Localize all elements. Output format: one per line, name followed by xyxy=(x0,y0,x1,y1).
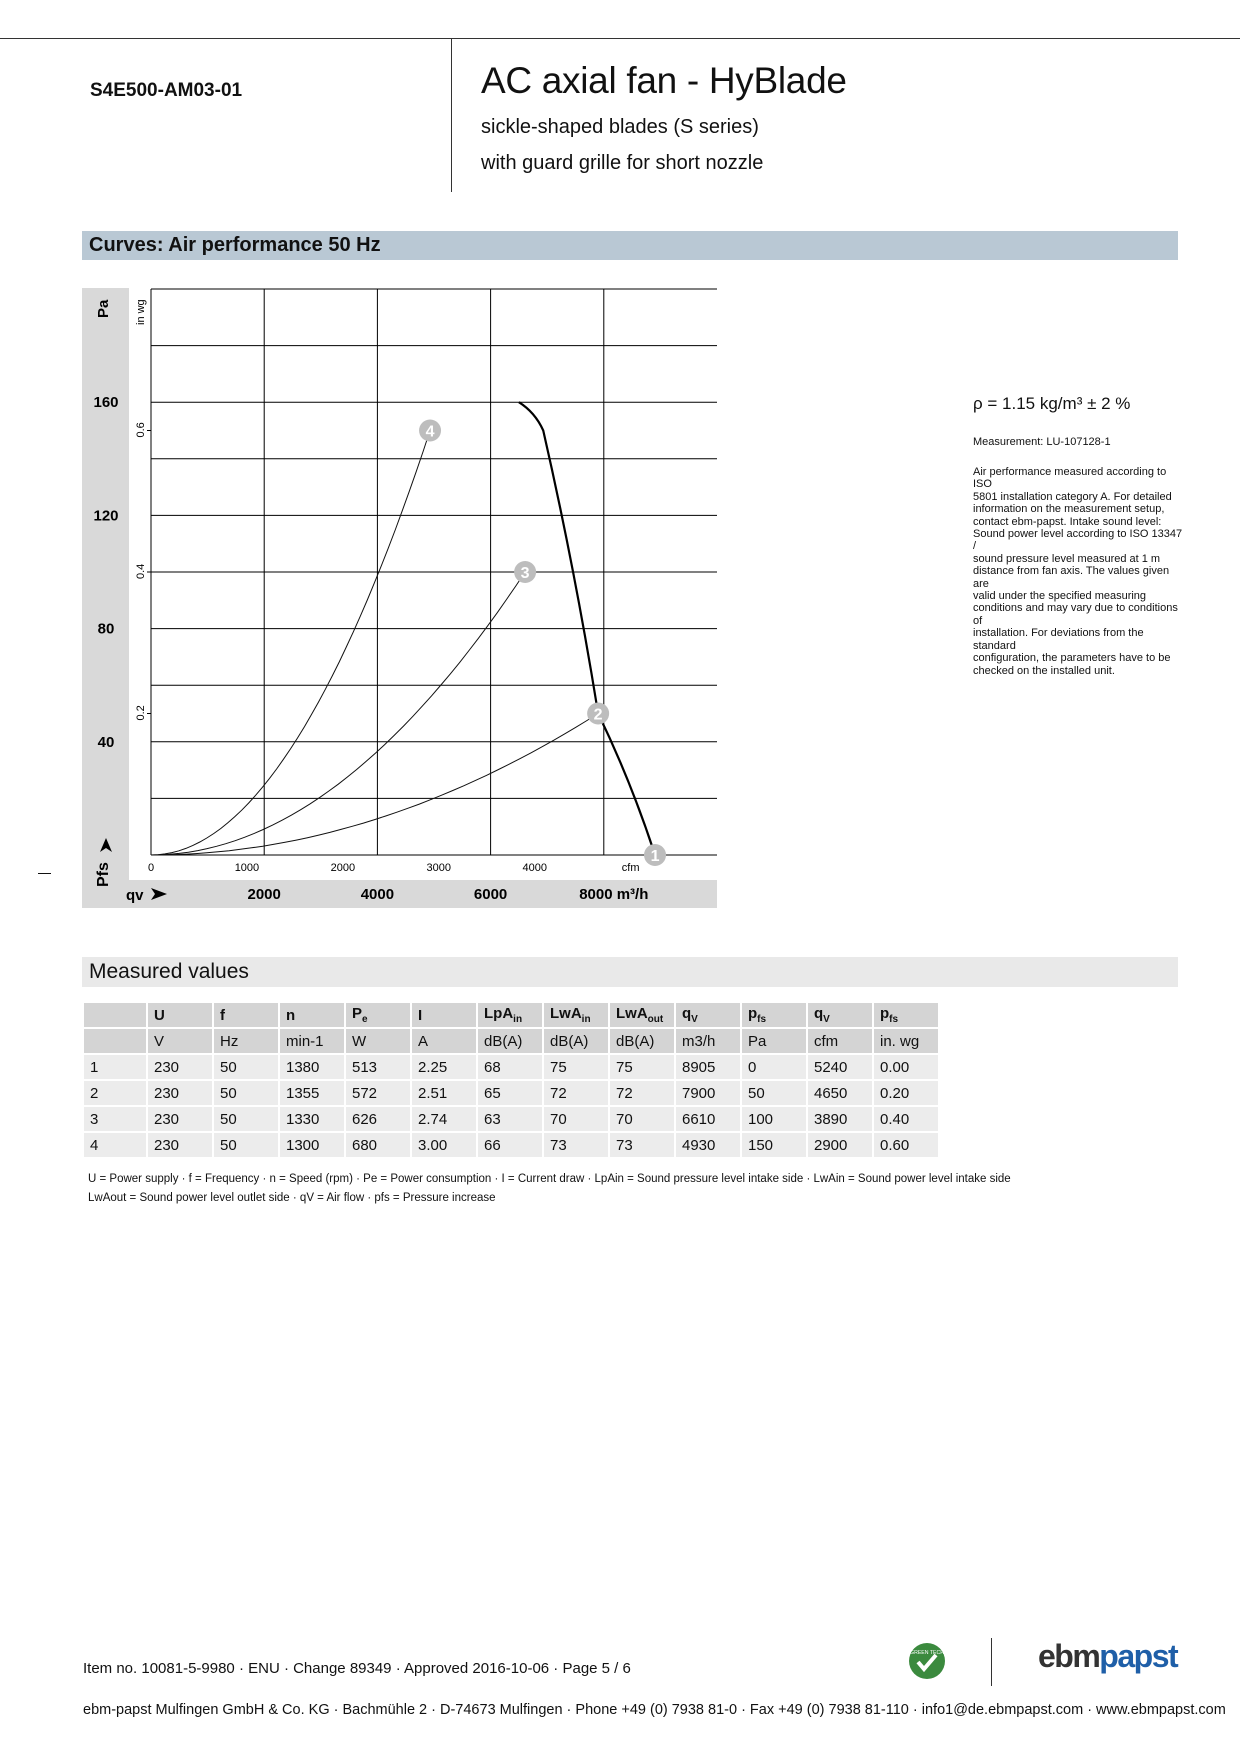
header-subscript: V xyxy=(691,1014,698,1025)
header-cell xyxy=(808,1003,872,1027)
table-cell: 72 xyxy=(610,1081,674,1105)
table-cell: 626 xyxy=(346,1107,410,1131)
unit-cell: dB(A) xyxy=(478,1029,542,1053)
operating-point-label: 4 xyxy=(425,423,435,441)
table-cell: 230 xyxy=(148,1055,212,1079)
header-symbol: P xyxy=(352,1005,363,1022)
header-cell xyxy=(676,1003,740,1027)
table-cell: 2 xyxy=(84,1081,146,1105)
note-line: conditions and may vary due to conditions of xyxy=(973,602,1178,627)
unit-cell xyxy=(84,1029,146,1053)
section-measured-title: Measured values xyxy=(89,960,249,983)
y-tick-label-inwg: 0.6 xyxy=(135,422,147,438)
footer-divider xyxy=(991,1638,992,1686)
unit-cell: cfm xyxy=(808,1029,872,1053)
header-symbol: I xyxy=(418,1006,423,1024)
table-cell: 3 xyxy=(84,1107,146,1131)
table-row xyxy=(84,1055,938,1079)
x-tick-label-m3h: 4000 xyxy=(360,886,395,903)
table-cell: 70 xyxy=(544,1107,608,1131)
table-cell: 70 xyxy=(610,1107,674,1131)
operating-points xyxy=(419,420,666,867)
ebmpapst-logo xyxy=(1038,1638,1177,1675)
unit-cell: A xyxy=(412,1029,476,1053)
legend-line-1: U = Power supply · f = Frequency · n = Speed (rpm) · Pe = Power consumption · I = Current draw · LpAin = Sound pressure level intake side · LwAin = Sound power level intake side xyxy=(88,1173,1011,1185)
header-subscript: fs xyxy=(889,1014,899,1025)
green-tech-text: GREEN TECH xyxy=(910,1650,944,1656)
table-cell: 50 xyxy=(214,1081,278,1105)
y-tick-label-pa: 120 xyxy=(93,507,119,525)
table-cell: 75 xyxy=(610,1055,674,1079)
header-cell xyxy=(742,1003,806,1027)
unit-cell: W xyxy=(346,1029,410,1053)
y-tick-label-inwg: 0.4 xyxy=(135,563,147,579)
table-cell: 4650 xyxy=(808,1081,872,1105)
note-line: information on the measurement setup, xyxy=(973,503,1165,516)
system-curve xyxy=(151,572,525,855)
note-line: 5801 installation category A. For detailed xyxy=(973,490,1172,503)
table-cell: 1300 xyxy=(280,1133,344,1157)
x-tick-label-cfm: 1000 xyxy=(234,862,260,874)
header-symbol: q xyxy=(814,1005,824,1022)
green-tech-logo-icon xyxy=(907,1641,947,1681)
green-tech-circle xyxy=(909,1643,945,1679)
note-line: checked on the installed unit. xyxy=(973,664,1115,677)
chart-grid xyxy=(151,289,717,855)
header-subscript: fs xyxy=(757,1014,767,1025)
table-cell: 63 xyxy=(478,1107,542,1131)
y-tick-label-pa: 40 xyxy=(97,733,115,751)
table-cell: 65 xyxy=(478,1081,542,1105)
table-cell: 230 xyxy=(148,1133,212,1157)
table-cell: 5240 xyxy=(808,1055,872,1079)
unit-cell: min-1 xyxy=(280,1029,344,1053)
header-subscript: in xyxy=(513,1014,523,1025)
table-cell: 150 xyxy=(742,1133,806,1157)
table-cell: 4930 xyxy=(676,1133,740,1157)
header-cell xyxy=(346,1003,410,1027)
system-curves xyxy=(151,431,598,856)
y-tick-label-pa: 80 xyxy=(97,620,115,638)
table-cell: 0.20 xyxy=(874,1081,938,1105)
brand-ebm: ebm xyxy=(1038,1638,1100,1674)
table-cell: 230 xyxy=(148,1081,212,1105)
table-cell: 1355 xyxy=(280,1081,344,1105)
table-cell: 66 xyxy=(478,1133,542,1157)
table-cell: 2.25 xyxy=(412,1055,476,1079)
system-curve xyxy=(151,431,430,856)
table-cell: 50 xyxy=(214,1055,278,1079)
x-axis-label-text: qv xyxy=(126,887,144,904)
measurement-id: Measurement: LU-107128-1 xyxy=(973,436,1111,448)
header-symbol: f xyxy=(220,1006,225,1024)
header-cell xyxy=(412,1003,476,1027)
header-symbol: p xyxy=(880,1005,890,1022)
table-cell: 2.51 xyxy=(412,1081,476,1105)
note-line: Sound power level according to ISO 13347 / xyxy=(973,528,1183,553)
unit-cell: Hz xyxy=(214,1029,278,1053)
header-cell xyxy=(478,1003,542,1027)
header-cell xyxy=(214,1003,278,1027)
table-cell: 0.60 xyxy=(874,1133,938,1157)
header-symbol: U xyxy=(154,1006,165,1024)
legend-line-2: LwAout = Sound power level outlet side · qV = Air flow · pfs = Pressure increase xyxy=(88,1192,496,1204)
table-units-row xyxy=(84,1029,938,1053)
system-curve xyxy=(151,714,598,856)
table-header-row xyxy=(84,1003,938,1027)
table-cell: 50 xyxy=(742,1081,806,1105)
axis-ticks xyxy=(93,394,648,903)
header-cell xyxy=(874,1003,938,1027)
table-cell: 2900 xyxy=(808,1133,872,1157)
header-symbol: n xyxy=(286,1006,296,1024)
unit-cell: dB(A) xyxy=(544,1029,608,1053)
table-row xyxy=(84,1107,938,1131)
header-subscript: in xyxy=(581,1014,591,1025)
y-axis-unit-pa: Pa xyxy=(95,299,112,318)
table-cell: 72 xyxy=(544,1081,608,1105)
secondary-y-band xyxy=(129,288,151,880)
margin-dash xyxy=(38,873,51,874)
header-symbol: LwA xyxy=(550,1005,582,1022)
header-cell xyxy=(148,1003,212,1027)
unit-cell: in. wg xyxy=(874,1029,938,1053)
note-line: distance from fan axis. The values given are xyxy=(973,565,1170,590)
measured-values-table xyxy=(82,1001,940,1159)
subtitle-grille: with guard grille for short nozzle xyxy=(481,152,764,174)
brand-papst: papst xyxy=(1099,1638,1178,1674)
table-row xyxy=(84,1133,938,1157)
table-cell: 68 xyxy=(478,1055,542,1079)
table-row xyxy=(84,1081,938,1105)
table-cell: 50 xyxy=(214,1133,278,1157)
header-subscript: V xyxy=(823,1014,830,1025)
table-cell: 75 xyxy=(544,1055,608,1079)
header-cell xyxy=(84,1003,146,1027)
unit-cell: V xyxy=(148,1029,212,1053)
table-cell: 0.00 xyxy=(874,1055,938,1079)
x-tick-label-cfm: cfm xyxy=(621,862,640,874)
y-axis-unit-inwg: in wg xyxy=(135,299,147,325)
table-cell: 0 xyxy=(742,1055,806,1079)
table-cell: 1 xyxy=(84,1055,146,1079)
table-cell: 680 xyxy=(346,1133,410,1157)
table-cell: 3.00 xyxy=(412,1133,476,1157)
table-cell: 2.74 xyxy=(412,1107,476,1131)
y-axis-band xyxy=(82,288,129,908)
table-cell: 0.40 xyxy=(874,1107,938,1131)
header-symbol: LpA xyxy=(484,1005,514,1022)
note-line: Air performance measured according to ISO xyxy=(973,466,1167,491)
table-cell: 4 xyxy=(84,1133,146,1157)
note-line: configuration, the parameters have to be xyxy=(973,652,1171,665)
subtitle-blades: sickle-shaped blades (S series) xyxy=(481,116,759,138)
header-subscript: out xyxy=(647,1014,664,1025)
header-subscript: e xyxy=(362,1014,368,1025)
table-cell: 230 xyxy=(148,1107,212,1131)
section-curves-title: Curves: Air performance 50 Hz xyxy=(89,234,381,256)
note-line: valid under the specified measuring xyxy=(973,590,1147,603)
x-tick-label-m3h: 2000 xyxy=(247,886,281,903)
footer-item-info: Item no. 10081-5-9980 · ENU · Change 89349 · Approved 2016-10-06 · Page 5 / 6 xyxy=(83,1660,631,1677)
operating-point-label: 3 xyxy=(520,565,530,582)
table-cell: 1380 xyxy=(280,1055,344,1079)
x-tick-label-cfm: 2000 xyxy=(330,862,356,874)
table-cell: 7900 xyxy=(676,1081,740,1105)
table-cell: 1330 xyxy=(280,1107,344,1131)
table-cell: 6610 xyxy=(676,1107,740,1131)
table-cell: 73 xyxy=(610,1133,674,1157)
note-line: installation. For deviations from the standard xyxy=(973,627,1144,652)
section-measured-bar xyxy=(82,957,1178,987)
unit-cell: Pa xyxy=(742,1029,806,1053)
x-tick-label-cfm: 3000 xyxy=(426,862,452,874)
x-tick-label-m3h: 6000 xyxy=(473,886,508,903)
table-cell: 50 xyxy=(214,1107,278,1131)
header-symbol: q xyxy=(682,1005,692,1022)
header-cell xyxy=(280,1003,344,1027)
table-cell: 513 xyxy=(346,1055,410,1079)
header-symbol: p xyxy=(748,1005,758,1022)
header-cell xyxy=(610,1003,674,1027)
model-number: S4E500-AM03-01 xyxy=(90,80,243,101)
table-cell: 73 xyxy=(544,1133,608,1157)
table-cell: 100 xyxy=(742,1107,806,1131)
note-line: sound pressure level measured at 1 m xyxy=(973,552,1161,565)
table-cell: 3890 xyxy=(808,1107,872,1131)
x-tick-label-cfm: 0 xyxy=(147,862,155,874)
x-tick-label-cfm: 4000 xyxy=(522,862,547,874)
header-symbol: LwA xyxy=(616,1005,648,1022)
operating-point-label: 2 xyxy=(593,706,603,724)
table-cell: 8905 xyxy=(676,1055,740,1079)
header-cell xyxy=(544,1003,608,1027)
table-cell: 572 xyxy=(346,1081,410,1105)
unit-cell: m3/h xyxy=(676,1029,740,1053)
chart-frame xyxy=(82,288,717,908)
measurement-note xyxy=(973,466,1183,677)
y-tick-label-pa: 160 xyxy=(93,394,119,412)
unit-cell: dB(A) xyxy=(610,1029,674,1053)
page-title: AC axial fan - HyBlade xyxy=(481,60,847,101)
operating-point-label: 1 xyxy=(650,848,660,865)
footer-address: ebm-papst Mulfingen GmbH & Co. KG · Bachmühle 2 · D-74673 Mulfingen · Phone +49 (0) 7938 81-0 · Fax +49 (0) 7938 81-110 · info1@de.ebmpapst.com · www.ebmpapst.com xyxy=(83,1702,1226,1718)
x-tick-label-m3h: 8000 m³/h xyxy=(579,886,649,903)
y-axis-label-text: Pfs xyxy=(95,862,112,887)
air-density: ρ = 1.15 kg/m³ ± 2 % xyxy=(973,394,1131,413)
note-line: contact ebm-papst. Intake sound level: xyxy=(973,515,1162,528)
y-tick-label-inwg: 0.2 xyxy=(135,705,147,721)
